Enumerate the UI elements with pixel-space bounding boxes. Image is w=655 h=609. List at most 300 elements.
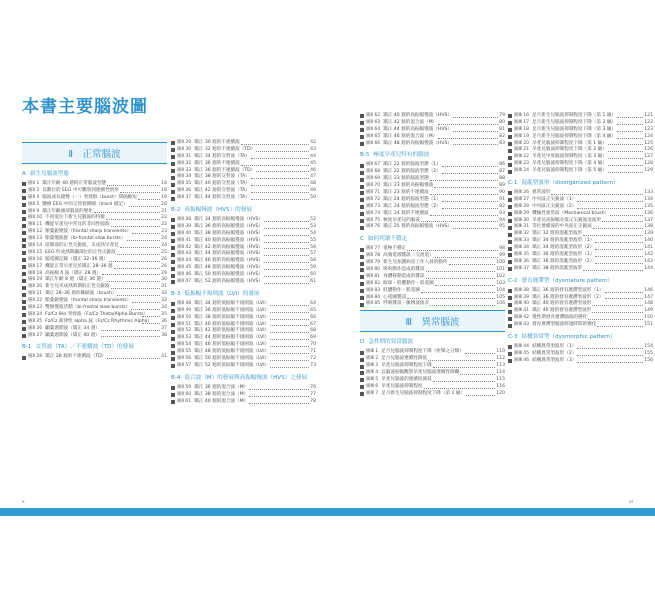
toc-list [171,217,316,286]
toc-list [22,181,167,339]
leader-dots [453,117,498,118]
figure-caption: 矯正 36 週的發育遲滯型波形（2） [532,294,604,300]
page-reference: 148 [644,301,653,307]
page-reference: 58 [310,258,316,264]
figure-caption: 矯正 46 週的混合波（M） [383,133,438,139]
leader-dots [142,323,160,324]
leader-dots [264,262,309,263]
leader-dots [120,247,160,248]
part-heading-label: Ⅱ 正常腦波 [68,149,121,160]
leader-dots [249,403,309,404]
page-reference: 128 [644,161,653,167]
page-reference: 21 [161,208,167,214]
page-reference: 138 [644,224,653,230]
page-reference: 65 [310,307,316,313]
bullet-square-icon [22,313,26,317]
figure-number: 圖Ⅱ 78 [366,253,381,259]
figure-caption: 矯正 44 週的低振幅不規則波（LVI） [194,335,270,341]
toc-entry [171,279,316,286]
leader-dots [595,263,643,264]
page-reference: 57 [310,251,316,257]
toc-entry [171,231,316,238]
figure-caption: 矯正 48 週的高振幅慢波（HVS） [194,265,263,271]
bullet-square-icon [171,280,175,284]
bullet-square-icon [22,238,26,242]
figure-number: 圖Ⅱ 24 [28,311,43,317]
figure-number: 圖Ⅱ 28 [28,354,43,360]
leader-dots [251,178,309,179]
figure-number: 圖Ⅱ 48 [177,300,192,306]
bullet-square-icon [22,293,26,297]
figure-number: 圖Ⅱ 5 [28,201,40,207]
page-reference: 56 [310,244,316,250]
figure-number: 圖Ⅱ 60 [177,391,192,397]
bullet-square-icon [360,191,364,195]
leader-dots [430,215,498,216]
toc-list [360,246,505,308]
toc-entry [508,197,653,204]
toc-entry [508,120,653,127]
bullet-square-icon [360,135,364,139]
page-reference: 105 [496,294,505,300]
figure-caption: 矯正 40 週的高振幅慢波（HVS） [383,112,452,118]
figure-number: 圖Ⅱ 65 [366,133,381,139]
leader-dots [241,165,309,166]
figure-caption: 機能早產兒中常見的非同性腦波 [45,222,110,228]
page-reference: 123 [644,126,653,132]
figure-caption: 矯正 40 週的混合波（M） [194,398,249,404]
figure-caption: 醫療 EEG 中的交替週期圖（tracé 描記） [42,201,128,207]
figure-number: 圖Ⅱ 73 [366,203,381,209]
section-title: 結構異常型（dysmorphic pattern） [521,334,616,341]
page-reference: 94 [499,217,505,223]
figure-number: 圖Ⅲ 32 [514,231,530,237]
figure-number: 圖Ⅱ 21 [28,291,43,297]
figure-number: 圖Ⅱ 13 [28,236,43,242]
page-reference: 26 [161,263,167,269]
figure-caption: 矯正 25 週的高振幅慢波（HVS） [383,224,452,230]
figure-number: 圖Ⅱ 45 [177,265,192,271]
figure-caption: Fz/Cz 節律性 alpha 波（Fz/Cz Rhythmic Alpha） [45,318,153,324]
figure-caption: 矯正 36 週的不連續波 [194,160,240,166]
figure-number: 圖Ⅱ 66 [366,140,381,146]
figure-caption: 足月新生兒腦波抑制程度下降（第 1 級） [532,112,617,118]
bullet-square-icon [360,275,364,279]
leader-dots [94,212,160,213]
section-heading [171,290,316,298]
figure-caption: 矯正 32 週的不連續波（TD） [194,146,256,152]
toc-list [508,113,653,175]
bullet-square-icon [171,337,175,341]
page-reference: 70 [310,342,316,348]
section-title: 混合波（M）的發展與高振幅慢波（HVS）之發展 [184,374,308,381]
bullet-square-icon [360,226,364,230]
page-reference: 59 [310,265,316,271]
leader-dots [588,319,643,320]
bullet-square-icon [508,247,512,251]
figure-caption: 矯正 42 週的混合波（M） [383,119,438,125]
bullet-square-icon [360,392,364,396]
figure-caption: 身體移動造成的雜訊 [383,273,425,279]
figure-caption: 早產兒高振幅及低正尖銳波浪波形 [532,217,601,223]
bullet-square-icon [171,330,175,334]
leader-dots [249,396,309,397]
page-reference: 135 [644,203,653,209]
bullet-square-icon [508,260,512,264]
page-number-left: x [22,500,25,505]
figure-caption: 矯正 36 週的混亂型波形（1） [532,252,595,258]
leader-dots [270,367,309,368]
leader-dots [617,117,643,118]
figure-caption: 矯正 34 週的混亂型波形（1） [532,238,595,244]
figure-caption: 足月新生兒腦波抑制程度下降（第 3 級） [532,126,617,132]
toc-entry [171,399,316,406]
leader-dots [453,144,498,145]
bullet-square-icon [360,128,364,132]
leader-dots [120,192,160,193]
bullet-square-icon [508,267,512,271]
page-reference: 156 [644,357,653,363]
leader-dots [270,360,309,361]
toc-entry [360,197,505,204]
section-code: B-1 [22,344,32,351]
toc-list [360,162,505,231]
page-reference: 115 [496,376,505,382]
bullet-square-icon [360,248,364,252]
page-reference: 122 [644,119,653,125]
page-reference: 125 [644,140,653,146]
bullet-square-icon [22,189,26,193]
figure-number: 圖Ⅲ 39 [514,294,530,300]
leader-dots [251,158,309,159]
leader-dots [577,201,643,202]
bullet-square-icon [508,253,512,257]
page-reference: 22 [161,215,167,221]
figure-number: 圖Ⅲ 26 [514,190,530,195]
page-reference: 154 [644,344,653,350]
toc-entry [360,295,505,302]
figure-number: 圖Ⅱ 14 [28,243,43,248]
bullet-square-icon [360,205,364,209]
bullet-square-icon [508,289,512,293]
figure-caption: 異常波形 [532,190,551,195]
leader-dots [617,124,643,125]
figure-number: 圖Ⅲ 19 [514,133,530,139]
leader-dots [270,319,309,320]
section-code: B-5 [360,152,370,159]
page-reference: 124 [644,133,653,139]
figure-caption: 矯正 36 週的混合波（M） [194,384,249,390]
figure-number: 圖Ⅱ 26 [28,325,43,331]
toc-entry [171,224,316,231]
bullet-square-icon [508,163,512,167]
figure-number: 圖Ⅱ 41 [177,237,192,243]
page-reference: 88 [499,176,505,182]
section-title: 新生兒腦波型態 [29,171,69,177]
figure-caption: 額葉慢波群（bi-frontal slow bursts） [45,236,126,242]
bullet-square-icon [171,323,175,327]
section-heading [508,277,653,285]
bullet-square-icon [22,286,26,290]
figure-caption: 新生兒未成熟時期的正性尖銳波 [45,284,110,290]
leader-dots [424,388,496,389]
bullet-square-icon [22,334,26,338]
toc-entry [360,120,505,127]
figure-number: 圖Ⅲ 30 [514,217,530,223]
figure-number: 圖Ⅲ 35 [514,252,530,258]
figure-number: 圖Ⅲ 16 [514,112,530,118]
toc-entry [360,288,505,295]
page-reference: 72 [310,356,316,362]
figure-caption: Fz/Cz θ/α 突發波（Fz/Cz Theta/Alpha Bursts） [45,311,149,317]
leader-dots [577,355,643,356]
leader-dots [264,269,309,270]
bullet-square-icon [508,296,512,300]
page-reference: 126 [644,147,653,153]
leader-dots [438,138,498,139]
figure-number: 圖Ⅱ 30 [177,146,192,152]
toc-entry [360,281,505,288]
leader-dots [608,144,643,145]
figure-caption: 矯正 44 週的高振幅慢波（HVS） [194,251,263,257]
toc-entry [171,238,316,245]
leader-dots [270,325,309,326]
bullet-square-icon [171,246,175,250]
page-reference: 112 [496,356,505,362]
page-reference: 114 [496,370,505,376]
page-reference: 32 [161,298,167,304]
leader-dots [583,235,643,236]
figure-number: 圖Ⅱ 69 [366,176,381,182]
figure-number: 圖Ⅱ 56 [177,356,192,362]
figure-number: 圖Ⅱ 38 [177,217,192,222]
toc-entry [360,384,505,391]
figure-number: 圖Ⅲ 42 [514,315,530,321]
bullet-square-icon [171,225,175,229]
bullet-square-icon [22,272,26,276]
page-reference: 129 [644,168,653,174]
figure-caption: 矯正 36 週的高振幅慢波（HVS） [194,223,263,229]
toc-entry [508,344,653,351]
leader-dots [270,312,309,313]
bullet-square-icon [508,240,512,244]
leader-dots [449,264,496,265]
figure-caption: 中央區正尖銳波（2） [532,203,577,209]
leader-dots [433,381,496,382]
figure-caption: 結構異常型波形（2） [532,350,577,356]
section-heading [360,151,505,159]
bullet-square-icon [171,218,175,222]
leader-dots [117,295,160,296]
page-reference: 100 [496,260,505,266]
bullet-square-icon [171,357,175,361]
figure-caption: 矯正 52 週的高振幅慢波（HVS） [194,279,263,285]
figure-caption: 吸吮動作造成的雜訊 [383,267,425,273]
section-code: C-1 [508,180,518,187]
figure-caption: 早產兒中度腦波抑制程度（第 3 級） [532,154,607,160]
figure-number: 圖Ⅱ 47 [177,279,192,285]
toc-entry [360,183,505,190]
leader-dots [132,302,160,303]
leader-dots [264,255,309,256]
bullet-square-icon [171,386,175,390]
figure-number: 圖Ⅲ 2 [366,356,379,362]
figure-number: 圖Ⅱ 34 [177,174,192,180]
page-reference: 90 [499,190,505,195]
figure-caption: 矯正 42 週的高振幅慢波（HVS） [194,244,263,250]
leader-dots [617,131,643,132]
page-reference: 83 [499,140,505,146]
bullet-square-icon [508,310,512,314]
page-reference: 71 [310,349,316,355]
bullet-square-icon [360,198,364,202]
figure-number: 圖Ⅱ 79 [366,260,381,266]
toc-entry [22,236,167,243]
toc-entry [508,113,653,120]
figure-caption: 矯正 48 週的高振幅慢波（HVS） [383,140,452,146]
toc-entry [171,140,316,147]
leader-dots [453,131,498,132]
toc-entry [360,190,505,197]
page-reference: 34 [161,305,167,311]
page-reference: 29 [161,270,167,276]
toc-entry [508,168,653,175]
bullet-square-icon [22,182,26,186]
figure-caption: EEG 所成熟期顳部位的正性尖銳波 [45,249,116,255]
leader-dots [435,285,496,286]
leader-dots [610,215,643,216]
page-reference: 22 [161,222,167,228]
bullet-square-icon [171,253,175,257]
figure-caption: 矯正 40 週的交替波（TA） [194,181,250,187]
figure-caption: 矯正 36 週的低振幅不規則波（LVI） [194,307,270,313]
figure-caption: 機能正常早產兒於矯正 28–36 週 [45,263,113,269]
figure-number: 圖Ⅲ 31 [514,224,530,230]
bottom-color-band [0,508,655,516]
bullet-square-icon [508,205,512,209]
figure-caption: 足月新生兒腦波抑制程度下降（第 2 級） [532,119,617,125]
figure-number: 圖Ⅱ 54 [177,342,192,348]
bullet-square-icon [360,365,364,369]
figure-number: 圖Ⅲ 1 [366,349,379,355]
section-title: 交替波（TA）／不連續波（TD）的發展 [35,344,134,351]
figure-caption: 矯正 28 週的不連續波（TD） [45,354,107,360]
figure-caption: 矯正 38 週的混合波（M） [194,391,249,397]
page-reference: 42 [310,139,316,145]
figure-caption: 矯正 52 週的低振幅不規則波（LVI） [194,362,270,368]
page-reference: 18 [161,180,167,186]
figure-number: 圖Ⅱ 71 [366,190,381,195]
leader-dots [442,173,498,174]
page-reference: 49 [310,188,316,194]
figure-caption: 矯正 34 週的低振幅不規則波（LVI） [194,300,270,306]
page-reference: 35 [161,311,167,317]
page-reference: 143 [644,258,653,264]
bullet-square-icon [171,344,175,348]
figure-number: 圖Ⅱ 40 [177,230,192,236]
leader-dots [426,271,496,272]
page-number-right: xi [629,500,633,505]
figure-caption: 高頻電源雜訊（交流電） [383,253,434,259]
figure-number: 圖Ⅱ 4 [28,194,40,200]
section-code: D [360,339,365,346]
leader-dots [442,208,498,209]
leader-dots [264,228,309,229]
figure-number: 圖Ⅲ 33 [514,238,530,244]
figure-number: 圖Ⅱ 50 [177,314,192,320]
bullet-square-icon [360,114,364,118]
leader-dots [595,242,643,243]
page-reference: 149 [644,308,653,314]
figure-number: 圖Ⅱ 68 [366,169,381,175]
bullet-square-icon [508,156,512,160]
page-reference: 89 [499,183,505,189]
figure-number: 圖Ⅱ 43 [177,251,192,257]
section-heading [22,170,167,178]
leader-dots [466,395,495,396]
figure-number: 圖Ⅲ 6 [366,383,379,389]
figure-caption: 雙額慢波活動（bi-frontal slow bursts） [45,305,131,311]
page-reference: 37 [161,325,167,331]
leader-dots [430,180,498,181]
page-reference: 19 [161,194,167,200]
page-reference: 91 [499,196,505,202]
figure-number: 圖Ⅱ 22 [28,298,43,304]
leader-dots [430,305,495,306]
section-code: B-2 [171,207,181,214]
bullet-square-icon [171,364,175,368]
leader-dots [608,165,643,166]
figure-number: 圖Ⅱ 20 [28,284,43,290]
page-reference: 69 [310,335,316,341]
figure-number: 圖Ⅱ 27 [28,332,43,338]
leader-dots [264,235,309,236]
bullet-square-icon [508,212,512,216]
leader-dots [438,124,498,125]
figure-number: 圖Ⅱ 76 [366,224,381,230]
leader-dots [107,358,160,359]
bullet-square-icon [22,356,26,360]
figure-caption: 以腦波振幅觀察早產兒腦波連續性障礙 [381,370,460,376]
toc-entry [360,274,505,281]
leader-dots [595,256,643,257]
bullet-square-icon [171,274,175,278]
toc-entry [22,333,167,340]
leader-dots [102,274,160,275]
toc-entry [22,312,167,319]
leader-dots [605,298,644,299]
toc-list [171,385,316,406]
figure-caption: 新生兒加護病房工作人員的動作 [383,260,448,266]
page-reference: 25 [161,249,167,255]
page-reference: 41 [161,354,167,360]
toc-entry [508,351,653,358]
figure-caption: 矯正年齡 40 週時正常腦波型態 [42,180,107,186]
bullet-square-icon [22,251,26,255]
bullet-square-icon [508,233,512,237]
leader-dots [434,187,498,188]
figure-number: 圖Ⅱ 67 [366,162,381,168]
figure-caption: 腦電圖記錄（矯正 32–36 週） [45,256,109,262]
section-title: 極度早產兒特有的腦波 [373,152,430,159]
page-reference: 78 [310,398,316,404]
leader-dots [428,360,495,361]
figure-caption: 慢性期發育遲滯腦波的變化 [532,315,588,321]
toc-list [360,113,505,147]
toc-list [171,140,316,202]
page-reference: 150 [644,315,653,321]
section-heading [360,338,505,346]
